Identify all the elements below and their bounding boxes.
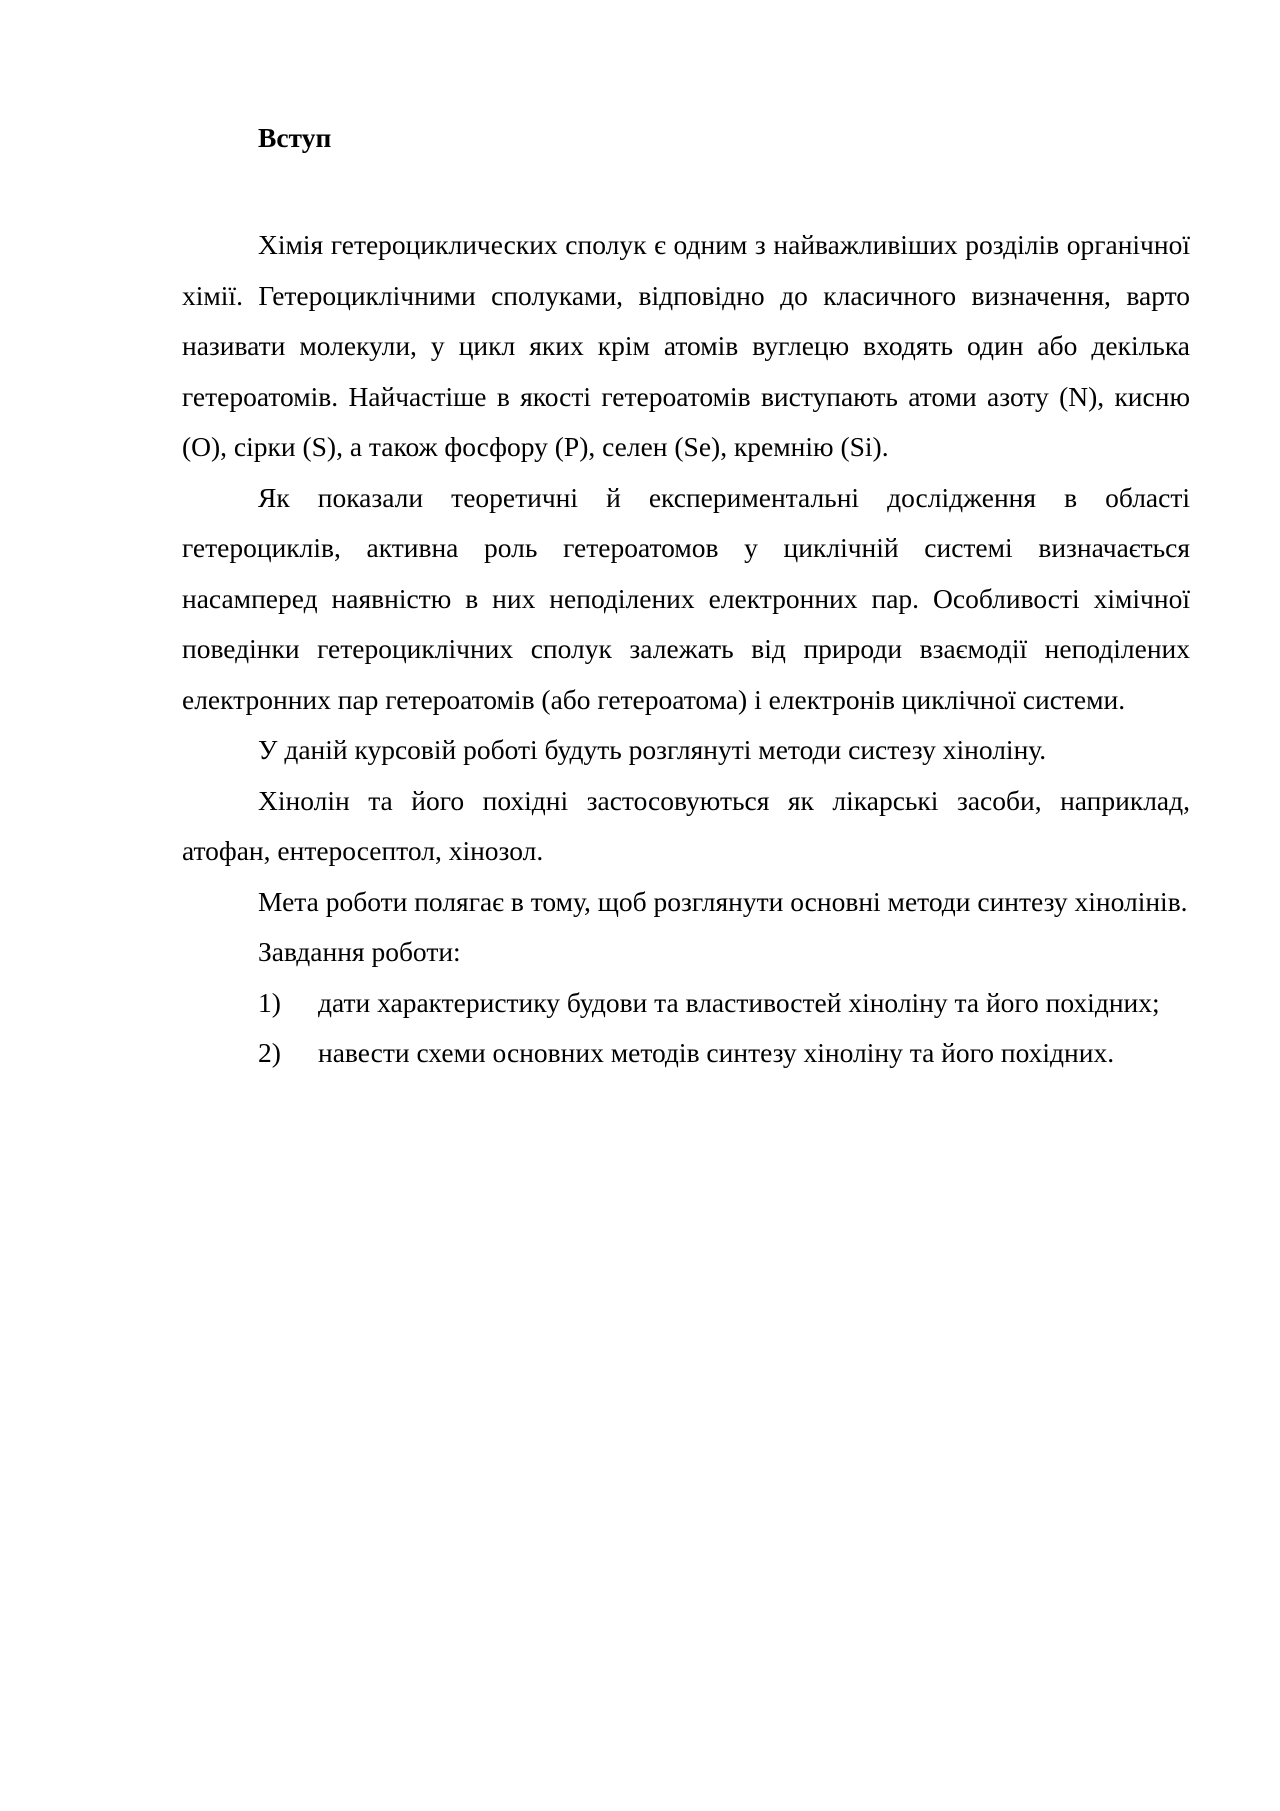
task-text: навести схеми основних методів синтезу хіноліну та його похідних. [318, 1037, 1115, 1068]
task-list-item-1 [182, 978, 1190, 1029]
paragraph-work-goal: Мета роботи полягає в тому, щоб розглянути основні методи синтезу хінолінів. [258, 885, 1188, 917]
document-page [182, 118, 1190, 1079]
paragraph-heteroatom-role: Як показали теоретичні й експериментальні дослідження в області гетероциклів, активна роль гетероатомов у циклічній системі визначається насамперед наявністю в них неподілених електронних пар. Особливості хімічної поведінки гетероциклічних сполук залежать від природи взаємодії неподілених електронних пар гетероатомів (або гетероатома) і електронів циклічної системи. [182, 481, 1190, 715]
paragraph-intro-heterocycles: Хімія гетероциклических сполук є одним з найважливіших розділів органічної хімії. Гетероциклічними сполуками, відповідно до класичного визначення, варто називати молекули, у цикл яких крім атомів вуглецю входять один або декілька гетероатомів. Найчастіше в якості гетероатомів виступають атоми азоту (N), кисню (O), сірки (S), а також фосфору (P), селен (Se), кремнію (Si). [182, 229, 1190, 462]
task-number: 2) [258, 1037, 281, 1068]
heading-spacer [182, 158, 1190, 220]
task-text: дати характеристику будови та властивостей хіноліну та його похідних; [318, 986, 1160, 1018]
task-list-item-2 [182, 1028, 1190, 1079]
paragraph-quinoline-uses: Хінолін та його похідні застосовуються як лікарські засоби, наприклад, атофан, ентеросептол, хінозол. [182, 784, 1190, 866]
task-number: 1) [258, 986, 281, 1018]
paragraph-course-scope: У даній курсовій роботі будуть розглянуті методи систезу хіноліну. [258, 734, 1047, 765]
paragraph-tasks-label: Завдання роботи: [258, 936, 461, 967]
page-title: Вступ [258, 122, 332, 153]
